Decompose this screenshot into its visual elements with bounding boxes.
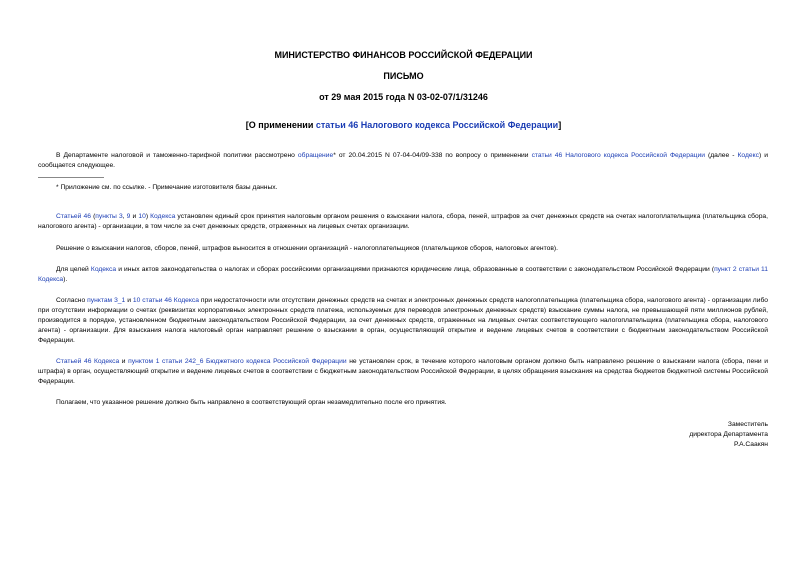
paragraph-collection — [38, 296, 768, 346]
link-article-46-item-10[interactable]: 10 статьи 46 Кодекса — [132, 297, 199, 304]
paragraph-article-46 — [38, 212, 768, 232]
link-item-10[interactable]: 10 — [138, 213, 146, 220]
p1-text-2: * от 20.04.2015 N 07-04-04/09-338 по вопросу о применении — [333, 152, 532, 159]
signature-title: Заместитель — [727, 421, 768, 428]
p4-text-2: и иных актов законодательства о налогах и сборах российскими организациями признаются юридические лица, образованные в соответствии с законодательством Российской Федерации ( — [116, 266, 715, 273]
link-article-46[interactable]: Статьей 46 — [56, 213, 91, 220]
footnote-separator — [38, 177, 104, 178]
link-article-46-code[interactable]: Статьей 46 Кодекса — [56, 358, 120, 365]
p1-text-3: (далее - — [704, 152, 738, 159]
link-article-46-tax-code[interactable]: статьи 46 Налогового кодекса Российской Федерации — [531, 152, 705, 159]
ministry-heading: МИНИСТЕРСТВО ФИНАНСОВ РОССИЙСКОЙ ФЕДЕРАЦИИ — [274, 50, 533, 60]
link-budget-code-242-6[interactable]: пунктом 1 статьи 242_6 Бюджетного кодекса Российской Федерации — [128, 358, 347, 365]
p4-text-1: Для целей — [56, 266, 91, 273]
p5-text-2: и — [125, 297, 133, 304]
document-type: ПИСЬМО — [383, 71, 424, 81]
link-appeal[interactable]: обращение — [297, 152, 334, 159]
p5-text-1: Согласно — [56, 297, 88, 304]
link-code-3[interactable]: Кодекса — [90, 266, 117, 273]
link-item-9[interactable]: 9 — [126, 213, 131, 220]
p2-text-3: и — [130, 213, 139, 220]
p4-text-3: ). — [63, 276, 68, 283]
p6-text-1: и — [119, 358, 129, 365]
p2-text-2: , — [122, 213, 127, 220]
subject-close: ] — [558, 120, 562, 130]
p2-text-1: ( — [90, 213, 96, 220]
paragraph-decision: Решение о взыскании налогов, сборов, пеней, штрафов выносится в отношении организаций - налогоплательщиков (плательщиков сборов, налоговых агентов). — [56, 245, 558, 252]
paragraph-intro — [38, 151, 768, 171]
p5-text-3: при недостаточности или отсутствии денежных средств на счетах и электронных денежных средств налогоплательщика (плательщика сбора, налогового агента) - организации либо при отсутствии информации о счетах (реквизитах корпоративных электронных средств платежа, используемых для переводов электронных денежных средств) взыскание суммы налога, не превышающей пяти миллионов рублей, производится в порядке, установленном бюджетным законодательством Российской Федерации, за счет денежных средств, отраженных на лицевых счетах соответствующего налогоплательщика (плательщика сбора, налогового агента) - организации. Для взыскания налога налоговый орган направляет решение о взыскании в орган, осуществляющий открытие и ведение лицевых счетов в соответствии с бюджетным законодательством Российской Федерации. — [38, 297, 768, 344]
p1-text-1: В Департаменте налоговой и таможенно-тарифной политики рассмотрено — [56, 152, 298, 159]
signature-name: Р.А.Саакян — [734, 441, 768, 448]
signature-department: директора Департамента — [689, 431, 768, 438]
subject-open: [О применении — [245, 120, 316, 130]
subject-link-article-46[interactable]: статьи 46 Налогового кодекса Российской Федерации — [315, 120, 559, 130]
link-items-3-1[interactable]: пунктам 3_1 — [87, 297, 126, 304]
paragraph-deadline — [38, 357, 768, 387]
link-article-11-item-2[interactable]: пункт 2 статьи 11 Кодекса — [38, 266, 769, 283]
document-subject — [0, 120, 807, 130]
p6-text-2: не установлен срок, в течение которого налоговым органом должно быть направлено решение о взыскании налога (сбора, пени и штрафа) в орган, осуществляющий открытие и ведение лицевых счетов в соответствии с бюджетным законодательством Российской Федерации, в целях обращения взыскания на средства бюджетов бюджетной системы Российской Федерации. — [38, 358, 768, 385]
p2-text-4: ) — [145, 213, 151, 220]
link-code[interactable]: Кодекс — [737, 152, 759, 159]
p1-text-4: ) и сообщается следующее. — [38, 152, 768, 169]
link-code-2[interactable]: Кодекса — [150, 213, 176, 220]
paragraph-organizations — [38, 265, 768, 285]
signature-block — [689, 420, 768, 450]
paragraph-conclusion: Полагаем, что указанное решение должно быть направлено в соответствующий орган незамедлительно после его принятия. — [56, 399, 447, 406]
link-items-3[interactable]: пункты 3 — [95, 213, 123, 220]
footnote: * Приложение см. по ссылке. - Примечание изготовителя базы данных. — [56, 184, 278, 191]
p2-text-5: установлен единый срок принятия налоговым органом решения о взыскании налога, сбора, пеней, штрафов за счет денежных средств на счетах налогоплательщика (плательщика сбора, налогового агента) - организации, в том числе за счет денежных средств, отраженных на лицевых счетах организации. — [38, 213, 768, 230]
document-date-number: от 29 мая 2015 года N 03-02-07/1/31246 — [319, 92, 488, 102]
